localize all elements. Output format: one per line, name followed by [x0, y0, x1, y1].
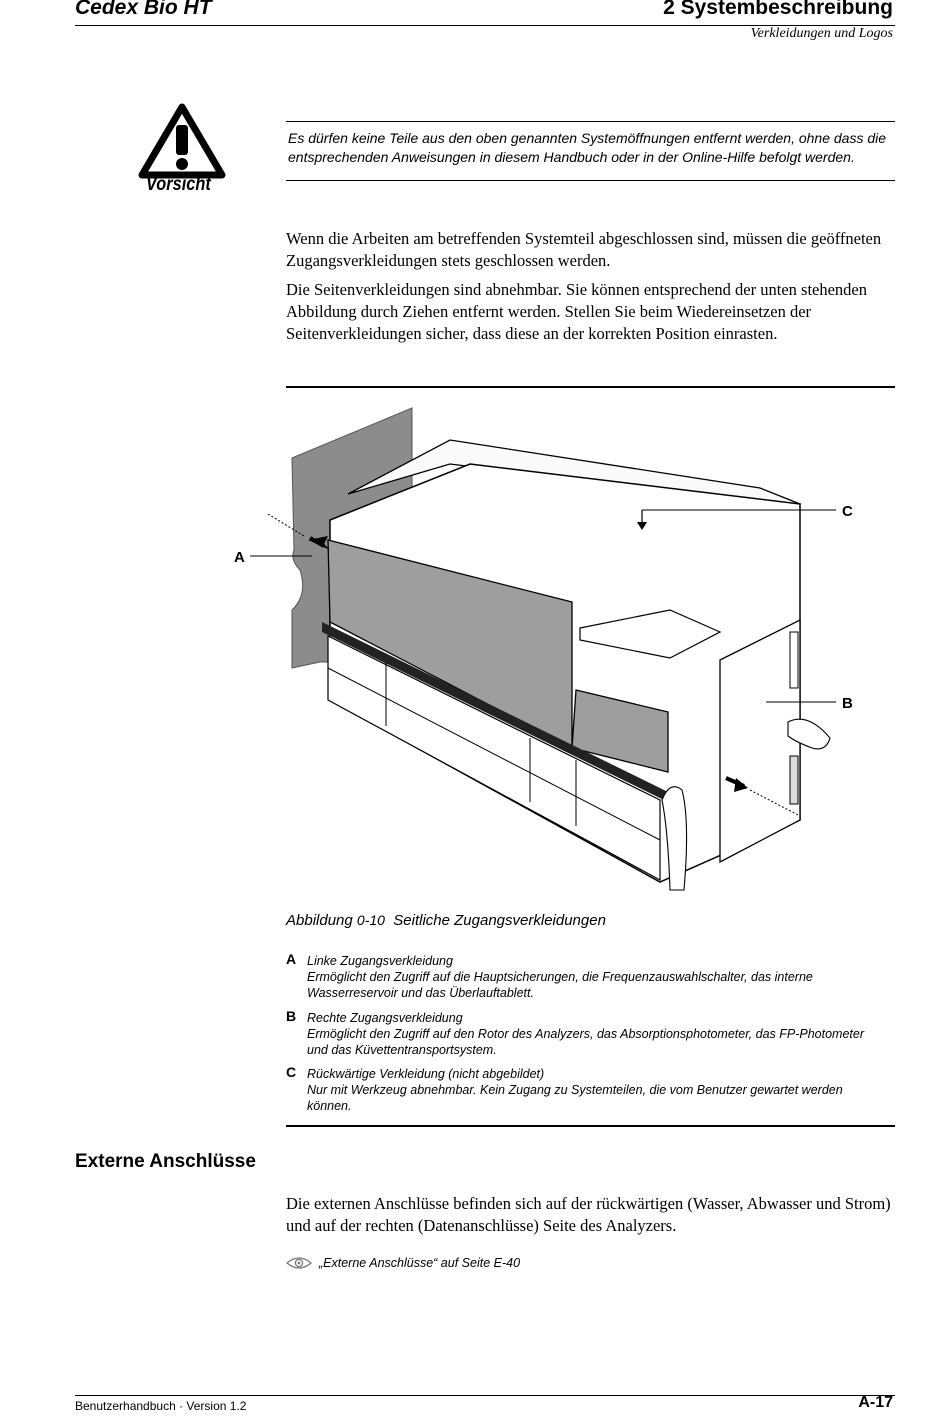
warning-text: Es dürfen keine Teile aus den oben genannten Systemöffnungen entfernt werden, ohne dass die entsprechenden Anweisungen in diesem Handbuch oder in der Online-Hilfe befolgt werden. — [288, 130, 887, 165]
caption-number: 0-10 — [356, 912, 385, 928]
chapter-title: 2 Systembeschreibung — [663, 0, 893, 19]
product-title: Cedex Bio HT — [75, 0, 212, 19]
callout-b: B — [842, 695, 853, 712]
callout-c: C — [842, 503, 853, 520]
footer-manual-version: Benutzerhandbuch · Version 1.2 — [75, 1399, 247, 1413]
legend-key: B — [286, 1008, 297, 1024]
section-subtitle: Verkleidungen und Logos — [750, 26, 893, 41]
warning-top-rule — [286, 121, 895, 122]
warning-label: Vorsicht — [146, 174, 211, 195]
cross-reference-link[interactable] — [286, 1256, 520, 1270]
figure-caption — [286, 912, 606, 929]
caption-title: Seitliche Zugangsverkleidungen — [393, 912, 606, 929]
legend-title: Rechte Zugangsverkleidung — [307, 1011, 463, 1025]
legend-desc: Ermöglicht den Zugriff auf die Hauptsicherungen, die Frequenzauswahlschalter, das interne Wasserreservoir und das Überlauftablett. — [307, 970, 813, 1000]
callout-a: A — [234, 549, 245, 566]
paragraph-side-panels: Die Seitenverkleidungen sind abnehmbar. Sie können entsprechend der unten stehenden Abbildung durch Ziehen entfernt werden. Stellen Sie beim Wiedereinsetzen der Seitenverkleidungen sicher, dass diese an der korrekten Position einrasten. — [286, 280, 867, 343]
warning-triangle-icon — [138, 103, 226, 181]
paragraph-close-panels: Wenn die Arbeiten am betreffenden Systemteil abgeschlossen sind, müssen die geöffneten Zugangsverkleidungen stets geschlossen werden. — [286, 229, 882, 270]
cross-reference-text: „Externe Anschlüsse“ auf Seite E-40 — [319, 1256, 521, 1270]
eye-icon — [286, 1256, 312, 1270]
legend-title: Rückwärtige Verkleidung (nicht abgebildet) — [307, 1067, 545, 1081]
page-number: A-17 — [858, 1394, 893, 1411]
legend-key: A — [286, 951, 297, 967]
legend-title: Linke Zugangsverkleidung — [307, 954, 453, 968]
legend-desc: Ermöglicht den Zugriff auf den Rotor des Analyzers, das Absorptionsphotometer, das FP-Photometer und das Küvettentransportsystem. — [307, 1027, 864, 1057]
section-paragraph: Die externen Anschlüsse befinden sich auf der rückwärtigen (Wasser, Abwasser und Strom) und auf der rechten (Datenanschlüsse) Seite des Analyzers. — [286, 1194, 891, 1235]
legend-key: C — [286, 1064, 297, 1080]
warning-bottom-rule — [286, 180, 895, 181]
figure-top-rule — [286, 386, 895, 388]
legend-desc: Nur mit Werkzeug abnehmbar. Kein Zugang zu Systemteilen, die vom Benutzer gewartet werden können. — [307, 1083, 843, 1113]
figure-bottom-rule — [286, 1125, 895, 1127]
analyzer-figure — [200, 400, 900, 900]
footer-rule — [75, 1395, 895, 1396]
caption-prefix: Abbildung — [286, 912, 353, 929]
section-title: Externe Anschlüsse — [75, 1151, 256, 1172]
